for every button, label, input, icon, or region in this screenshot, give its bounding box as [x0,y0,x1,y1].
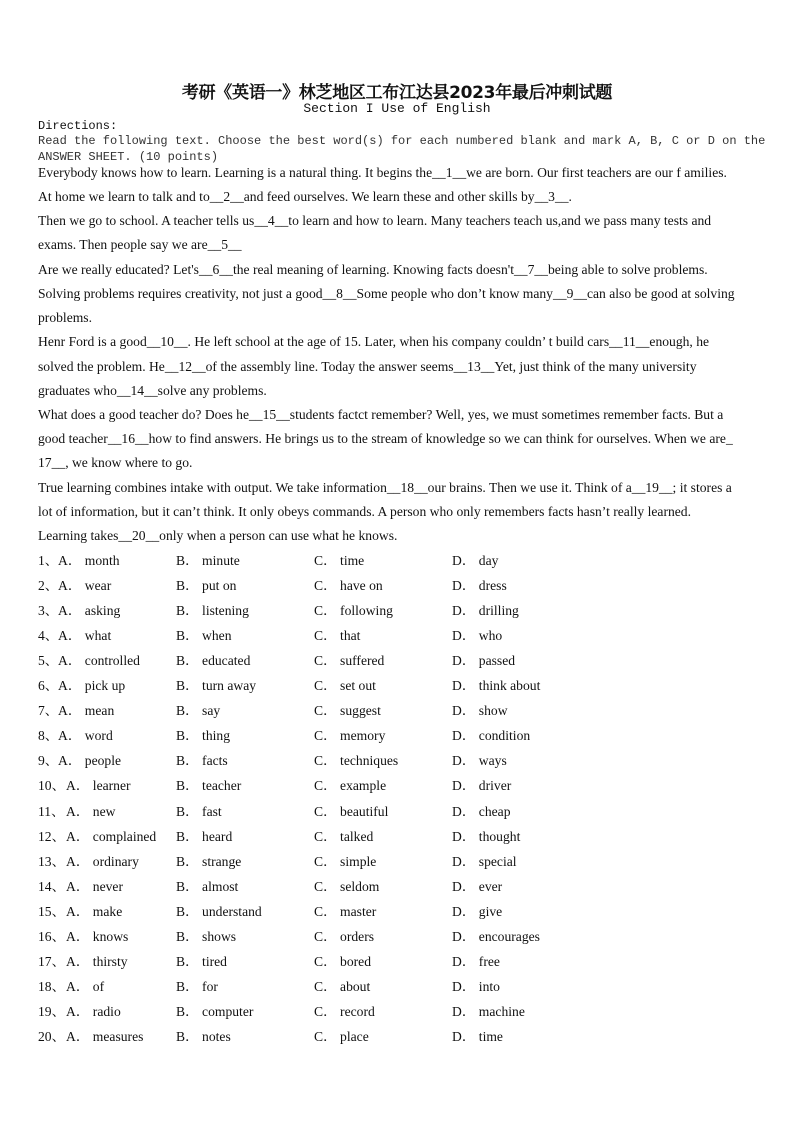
option-c: C． time [314,553,365,568]
passage-line: 17__, we know where to go. [38,455,193,470]
option-b: B． teacher [176,778,242,794]
question-number: 17、 [38,953,66,969]
option-b: B． facts [176,753,228,769]
passage-line: Are we really educated? Let's__6__the real meaning of learning. Knowing facts doesn't__7__being able to solve problems. [38,262,708,277]
option-b: B． shows [176,928,237,944]
option-a: A． never [66,878,123,894]
option-a: A． wear [58,578,112,594]
option-c: C． master [314,903,377,919]
option-d: D． driver [452,778,512,794]
option-c: C． that [314,628,361,644]
option-d: D． time [452,1028,503,1044]
option-c: C． suffered [314,653,385,669]
option-c: C． bored [314,953,372,969]
option-a: A． mean [58,703,115,719]
option-d: D． passed [452,653,516,669]
option-d: D． think about [452,678,541,694]
option-b: B． heard [176,828,233,844]
directions-heading: Directions: [38,119,118,133]
option-d: D． machine [452,1003,525,1019]
question-number: 6、 [38,678,59,694]
option-d: D． drilling [452,603,519,619]
option-c: C． simple [314,853,377,869]
option-d: D． day [452,553,499,568]
directions-text-2: ANSWER SHEET. (10 points) [38,150,219,164]
option-d: D． special [452,853,517,869]
question-number: 4、 [38,628,59,644]
passage-line: problems. [38,310,92,325]
question-number: 5、 [38,653,59,669]
option-c: C． techniques [314,753,399,769]
passage-line: graduates who__14__solve any problems. [38,383,267,398]
option-a: A． knows [66,928,129,944]
option-c: C． have on [314,578,383,594]
option-c: C． place [314,1028,369,1044]
option-a: A． measures [66,1028,144,1044]
question-number: 14、 [38,878,66,894]
passage-line: good teacher__16__how to find answers. He brings us to the stream of knowledge so we can think for ourselves. When we are_ [38,431,733,446]
option-a: A． new [66,803,116,819]
option-c: C． beautiful [314,803,389,819]
question-number: 12、 [38,828,66,844]
option-c: C． orders [314,928,375,944]
option-d: D． into [452,978,500,994]
option-b: B． tired [176,953,227,969]
option-d: D． thought [452,828,521,844]
option-b: B． when [176,628,232,644]
question-number: 18、 [38,978,66,994]
passage-line: Learning takes__20__only when a person can use what he knows. [38,528,398,543]
option-d: D． who [452,628,503,644]
passage-line: lot of information, but it can’t think. It only obeys commands. A person who only remembers facts hasn’t really learned. [38,504,691,519]
option-d: D． ever [452,878,503,894]
option-b: B． strange [176,853,242,869]
option-c: C． example [314,778,387,794]
option-c: C． record [314,1003,375,1019]
option-a: A． pick up [58,678,126,694]
question-number: 19、 [38,1003,66,1019]
option-d: D． condition [452,728,531,744]
option-a: A． make [66,903,123,919]
option-b: B． for [176,978,218,994]
question-number: 9、 [38,753,59,769]
option-a: A． what [58,628,112,644]
option-d: D． give [452,903,503,919]
option-d: D． cheap [452,803,511,819]
passage-line: True learning combines intake with output. We take information__18__our brains. Then we use it. Think of a__19__; it stores a [38,480,732,495]
passage-line: Henr Ford is a good__10__. He left school at the age of 15. Later, when his company couldn’ t build cars__11__enough, he [38,334,710,349]
option-a: A． asking [58,603,121,619]
section-heading: Section I Use of English [303,101,491,116]
option-d: D． ways [452,753,507,769]
option-b: B． thing [176,728,231,744]
passage-line: Then we go to school. A teacher tells us__4__to learn and how to learn. Many teachers teach us,and we pass many tests and [38,213,712,228]
passage-line: exams. Then people say we are__5__ [38,237,242,252]
option-a: A． ordinary [66,853,139,869]
question-number: 7、 [38,703,59,719]
option-a: A． word [58,728,113,744]
option-b: B． understand [176,903,262,919]
passage-line: solved the problem. He__12__of the assembly line. Today the answer seems__13__Yet, just think of the many university [38,359,697,374]
question-number: 20、 [38,1028,66,1044]
option-a: A． complained [66,828,157,844]
option-b: B． listening [176,603,249,619]
passage-line: At home we learn to talk and to__2__and feed ourselves. We learn these and other skills by__3__. [38,189,572,204]
option-d: D． encourages [452,928,540,944]
passage-line: Solving problems requires creativity, not just a good__8__Some people who don’t know many__9__can also be good at solving [38,286,735,301]
option-b: B． minute [176,553,240,568]
option-b: B． put on [176,578,237,594]
option-c: C． suggest [314,703,381,719]
option-b: B． almost [176,878,239,894]
question-number: 16、 [38,928,66,944]
option-d: D． show [452,703,508,719]
option-c: C． seldom [314,878,380,894]
option-b: B． turn away [176,678,257,694]
option-b: B． computer [176,1003,254,1019]
option-b: B． fast [176,803,222,819]
option-c: C． set out [314,678,376,694]
option-a: A． learner [66,778,131,794]
option-b: B． notes [176,1028,231,1044]
page-title: 考研《英语一》林芝地区工布江达县2023年最后冲刺试题 [181,83,613,103]
question-number: 8、 [38,728,59,744]
question-number: 1、 [38,553,59,568]
option-b: B． educated [176,653,251,669]
option-c: C． talked [314,828,374,844]
option-a: A． people [58,753,122,769]
question-number: 11、 [38,803,65,819]
question-number: 13、 [38,853,66,869]
option-a: A． of [66,978,105,994]
option-d: D． free [452,953,500,969]
option-c: C． memory [314,728,386,744]
directions-text-1: Read the following text. Choose the best word(s) for each numbered blank and mark A, B, C or D on the [38,134,766,148]
question-number: 15、 [38,903,66,919]
option-a: A． thirsty [66,953,128,969]
option-b: B． say [176,703,221,719]
option-c: C． about [314,978,371,994]
passage-line: Everybody knows how to learn. Learning is a natural thing. It begins the__1__we are born. Our first teachers are our f amilies. [38,165,727,180]
question-number: 3、 [38,603,59,619]
question-number: 2、 [38,578,59,594]
question-number: 10、 [38,778,66,794]
passage-line: What does a good teacher do? Does he__15__students factct remember? Well, yes, we must sometimes remember facts. But a [38,407,724,422]
option-c: C． following [314,603,393,619]
option-d: D． dress [452,578,507,594]
option-a: A． month [58,553,120,568]
option-a: A． controlled [58,653,140,669]
option-a: A． radio [66,1003,121,1019]
